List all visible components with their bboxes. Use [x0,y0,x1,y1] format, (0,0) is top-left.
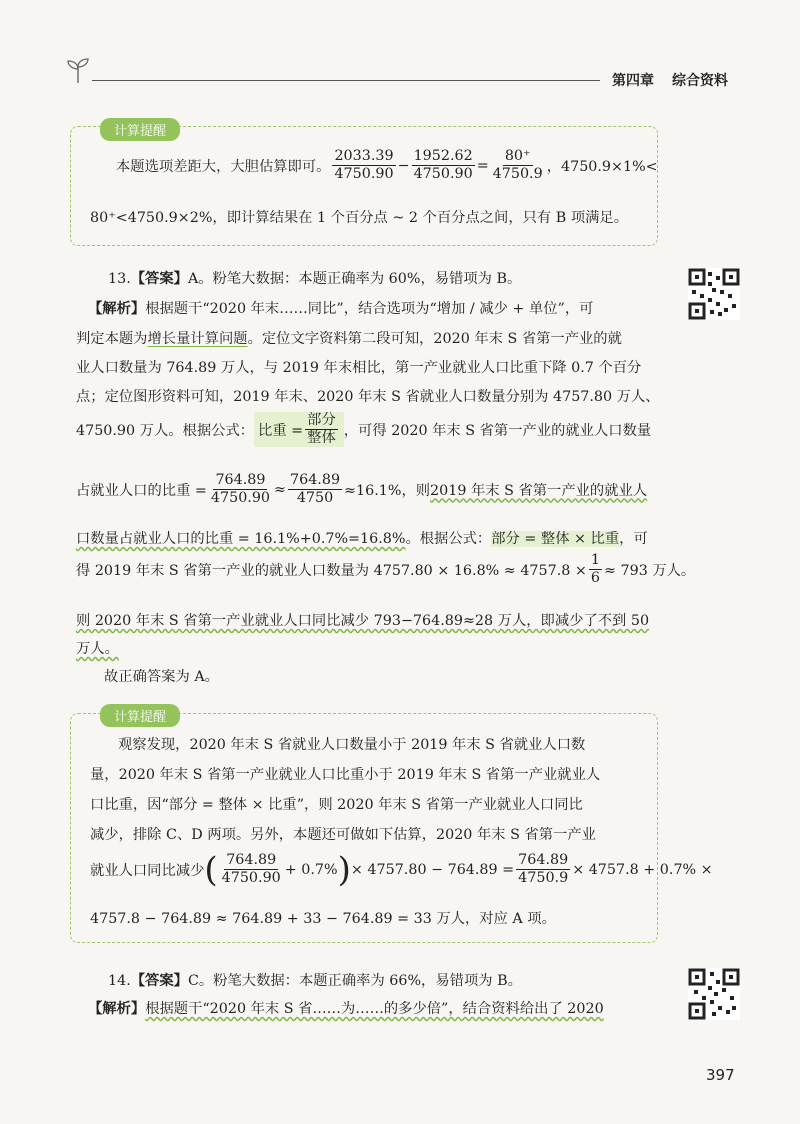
tip1-fraction-3 [491,148,545,183]
tip1-line1-text: 本题选项差距大，大胆估算即可。 [116,158,331,175]
tip2-line4: 减少，排除 C、D 两项。另外，本题还可做如下估算，2020 年末 S 省第一产业 [90,827,596,843]
tip-tag-1: 计算提醒 [100,118,180,141]
q13-analysis-line1 [88,298,593,318]
sprout-icon [62,55,94,87]
qr-code-q13 [688,268,740,320]
tip2-line3: 口比重，因“部分 = 整体 × 比重”，则 2020 年末 S 省第一产业就业人口同比 [90,797,583,813]
section-label: 综合资料 [672,73,728,89]
tip1-f3-num: 80⁺ [503,148,533,166]
q13-p2-a: 判定本题为 [76,331,148,347]
chapter-label: 第四章 [612,73,654,89]
ratio-formula-den: 整体 [307,430,336,447]
q13-p5-b: ，可得 2020 年末 S 省第一产业的就业人口数量 [343,422,652,439]
tip1-f2-num: 1952.62 [412,148,475,166]
tip2-l5-f1-num: 764.89 [224,852,278,870]
tip2-l5-f1-den: 4750.90 [221,870,281,887]
part-formula: 部分 = 整体 × 比重 [491,531,620,547]
q14-answer-text: C。粉笔大数据：本题正确率为 66%，易错项为 B。 [187,973,522,989]
tip2-line6: 4757.8 − 764.89 ≈ 764.89 + 33 − 764.89 = 33 万人，对应 A 项。 [90,911,556,927]
ratio-formula-fraction [305,412,338,447]
q13-p8-f-den: 6 [590,570,600,587]
tip1-f1-num: 2033.39 [332,148,395,166]
ratio-formula-lhs: 比重 = [258,422,304,439]
q14-analysis-label: 【解析】 [88,1001,146,1017]
paren-open: ( [204,849,218,890]
q13-p7-a: 。根据公式： [405,531,492,547]
tip2-l5-f2-den: 4750.9 [518,870,569,887]
q13-analysis-line3: 业人口数量为 764.89 万人，与 2019 年末相比，第一产业就业人口比重下降 0.7 个百分 [76,360,642,376]
q13-p8-fraction [589,552,602,587]
q13-p8-a: 得 2019 年末 S 省第一产业的就业人口数量为 4757.80 × 16.8% ≈ 4757.8 × [76,562,587,579]
tip1-fraction-2 [412,148,475,183]
q13-p6-b: ≈16.1%，则 [344,482,431,499]
ratio-formula [254,412,344,447]
ratio-formula-num: 部分 [305,412,338,430]
q13-p6-approx: ≈ [274,481,287,498]
q13-analysis-line8 [76,552,695,587]
tip1-eq: = [476,157,489,174]
q13-answer-label: 【答案】 [130,271,188,287]
q13-p8-f-num: 1 [589,552,602,570]
tip1-line1 [116,148,658,183]
q13-number: 13. [108,271,131,287]
q13-p8-b: ≈ 793 万人。 [603,562,696,579]
tip2-l5-a: 就业人口同比减少 [90,862,205,879]
chapter-heading [612,70,728,90]
tip1-f2-den: 4750.90 [413,166,473,183]
q13-p6-f2-num: 764.89 [288,472,342,490]
q13-p6-a: 占就业人口的比重 = [76,482,207,499]
q13-analysis-line10: 万人。 [76,641,119,657]
page-number: 397 [706,1066,735,1084]
q14-analysis-line1 [88,998,604,1018]
tip2-l5-fraction-1 [220,852,283,887]
tip1-minus: − [397,157,410,174]
q14-answer [108,970,522,990]
tip1-f1-den: 4750.90 [334,166,394,183]
q13-p6-f2-den: 4750 [296,490,334,507]
tip2-l5-f2-num: 764.89 [516,852,570,870]
q13-p5-a: 4750.90 万人。根据公式： [76,422,255,439]
tip2-line2: 量，2020 年末 S 省第一产业就业人口比重小于 2019 年末 S 省第一产业就业人 [90,767,601,783]
tip2-l5-c: × 4757.8 + 0.7% × [572,861,713,878]
q13-p6-f1-den: 4750.90 [210,490,271,507]
tip2-l5-fraction-2 [516,852,570,887]
q13-p2-underlined: 增长量计算问题 [147,331,248,347]
q13-analysis-line6 [76,472,647,507]
tip1-f3-den: 4750.9 [492,166,543,183]
paren-close: ) [337,849,351,890]
q13-p7-b: ，可 [619,531,648,547]
tip-tag-2: 计算提醒 [100,704,180,727]
q13-analysis-line2 [76,328,622,348]
q14-number: 14. [108,973,131,989]
q13-p7-underlined: 口数量占就业人口的比重 = 16.1%+0.7%=16.8% [76,531,406,547]
q13-analysis-line7 [76,528,648,548]
tip-box-1 [70,126,658,246]
header-rule [92,80,600,81]
q13-p6-fraction-2 [288,472,342,507]
q13-p6-f1-num: 764.89 [213,472,267,490]
qr-code-q14 [688,968,740,1020]
tip1-line1-tail: ，4750.9×1%< [546,158,658,175]
tip1-line2: 80⁺<4750.9×2%，即计算结果在 1 个百分点 ~ 2 个百分点之间，只有 B 项满足。 [90,210,629,226]
tip2-line5 [90,849,713,890]
tip2-l5-plus: + 0.7% [284,861,338,878]
q13-p1: 根据题干“2020 年末……同比”，结合选项为“增加 / 减少 + 单位”，可 [145,301,594,317]
q14-answer-label: 【答案】 [130,973,188,989]
q13-analysis-line9: 则 2020 年末 S 省第一产业就业人口同比减少 793−764.89≈28 万人，即减少了不到 50 [76,613,650,629]
q13-p6-underlined: 2019 年末 S 省第一产业的就业人 [430,482,648,499]
q13-analysis-line5 [76,412,651,447]
q13-analysis-label: 【解析】 [88,301,146,317]
q13-analysis-line4: 点；定位图形资料可知，2019 年末、2020 年末 S 省就业人口数量分别为 4757.80 万人、 [76,389,660,405]
q14-p1: 根据题干“2020 年末 S 省……为……的多少倍”，结合资料给出了 2020 [145,1001,604,1017]
tip1-fraction-1 [332,148,395,183]
tip2-l5-b: × 4757.80 − 764.89 = [350,861,515,878]
tip2-line1: 观察发现，2020 年末 S 省就业人口数量小于 2019 年末 S 省就业人口数 [118,737,586,753]
q13-answer-text: A。粉笔大数据：本题正确率为 60%，易错项为 B。 [187,271,522,287]
q13-answer [108,268,521,288]
q13-p2-b: 。定位文字资料第二段可知，2020 年末 S 省第一产业的就 [247,331,622,347]
q13-conclusion: 故正确答案为 A。 [104,669,219,685]
q13-p6-fraction-1 [209,472,272,507]
